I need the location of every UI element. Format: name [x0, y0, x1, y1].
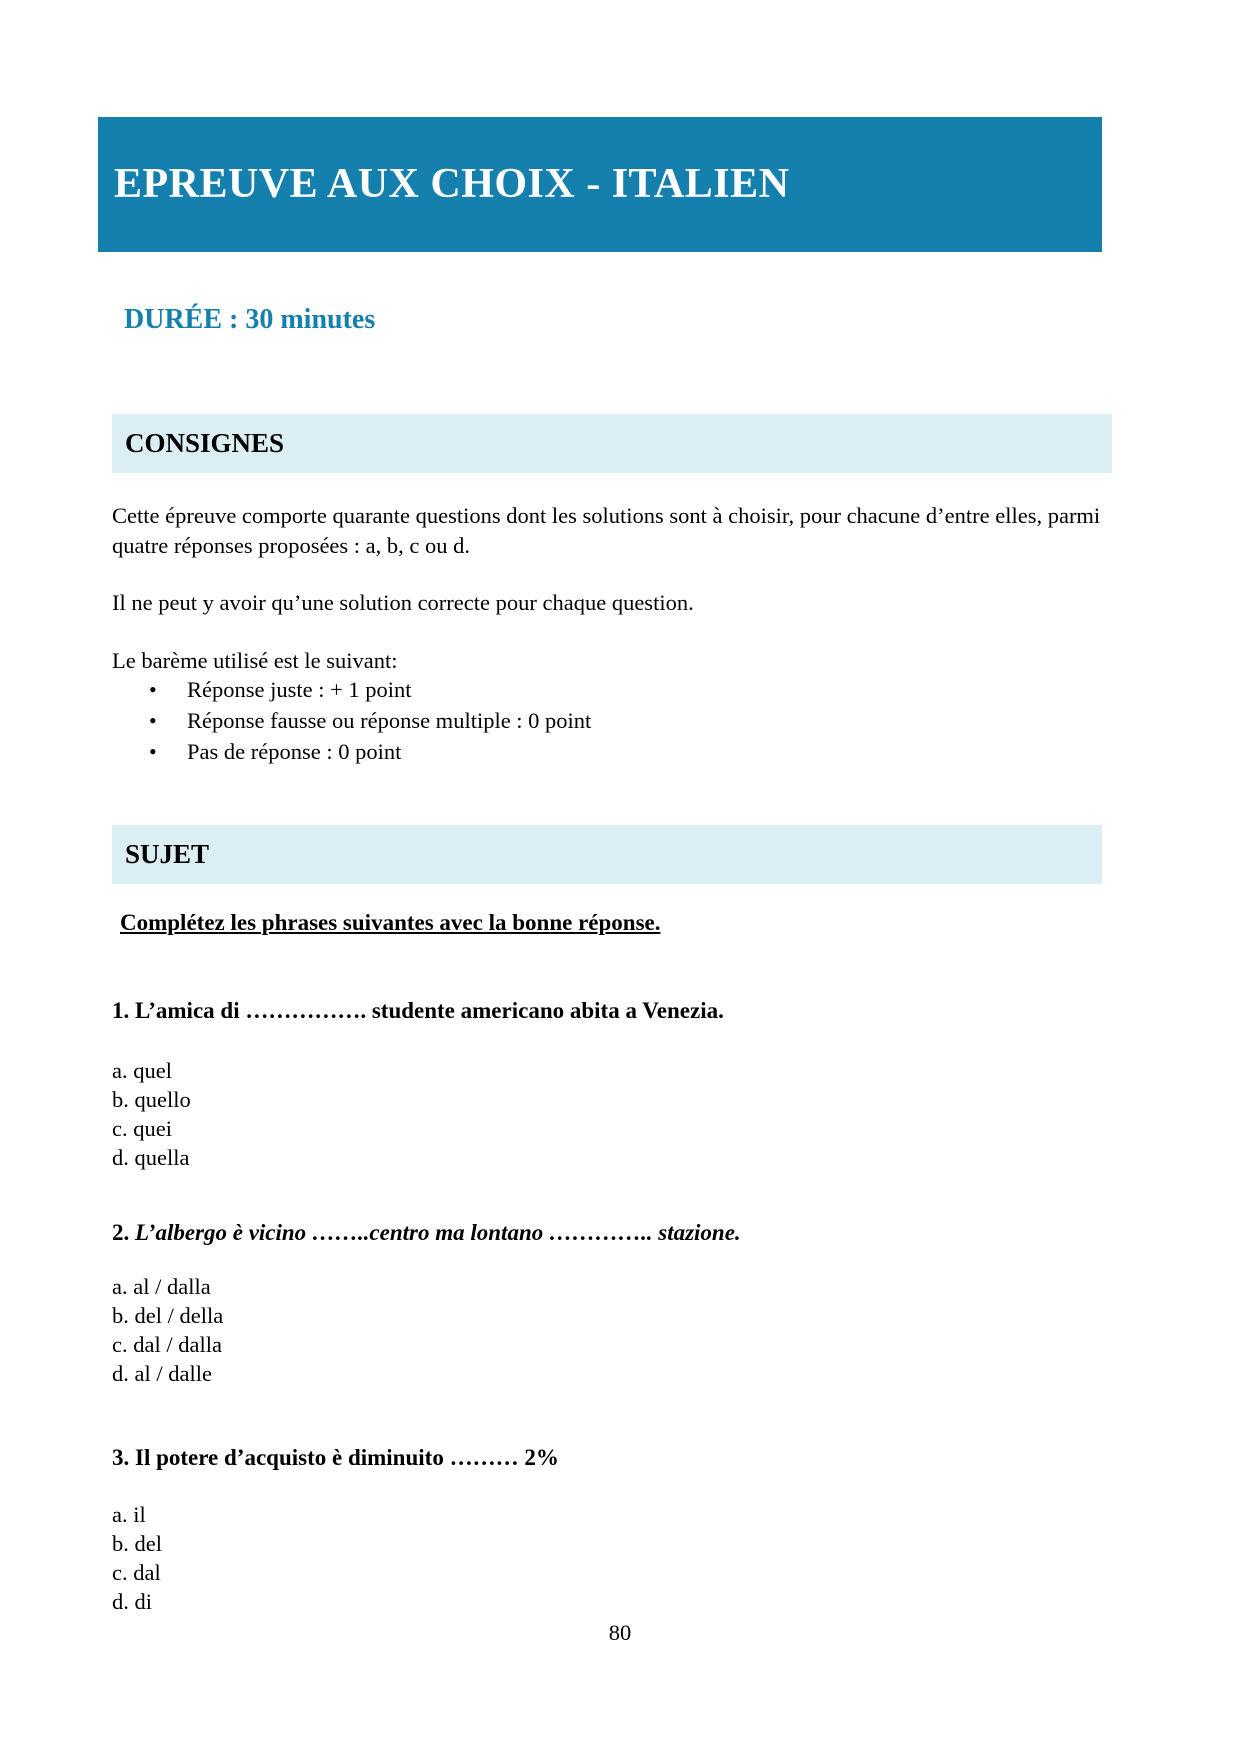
- scale-item: • Pas de réponse : 0 point: [112, 736, 591, 767]
- question-1: [112, 998, 724, 1024]
- question-number: 2.: [112, 1220, 130, 1245]
- option-c: c. dal: [112, 1560, 161, 1585]
- option-b: b. quello: [112, 1087, 191, 1112]
- question-3-options: [112, 1500, 162, 1616]
- question-number: 1.: [112, 998, 130, 1023]
- bullet-icon: •: [149, 708, 157, 733]
- question-text: L’albergo è vicino ……..centro ma lontano ………….. stazione.: [135, 1220, 741, 1245]
- question-text: L’amica di ……………. studente americano abita a Venezia.: [135, 998, 724, 1023]
- consignes-section-bar: [112, 414, 1112, 473]
- option-c: c. quei: [112, 1116, 172, 1141]
- bullet-icon: •: [149, 739, 157, 764]
- duration-label: DURÉE : 30 minutes: [124, 304, 376, 335]
- option-d: d. al / dalle: [112, 1361, 212, 1386]
- question-1-options: [112, 1056, 191, 1172]
- sujet-heading: SUJET: [125, 839, 210, 869]
- consignes-paragraph-1: Cette épreuve comporte quarante questions dont les solutions sont à choisir, pour chacune d’entre elles, parmi quatre réponses proposées : a, b, c ou d.: [112, 503, 1101, 558]
- scale-item: • Réponse fausse ou réponse multiple : 0 point: [112, 705, 591, 736]
- bullet-icon: •: [149, 677, 157, 702]
- scale-list: [112, 674, 591, 767]
- question-2-options: [112, 1272, 223, 1388]
- consignes-paragraph-2: Il ne peut y avoir qu’une solution correcte pour chaque question.: [112, 590, 694, 615]
- question-2: [112, 1220, 741, 1246]
- page-number: 80: [608, 1620, 632, 1645]
- document-title: EPREUVE AUX CHOIX - ITALIEN: [114, 161, 790, 207]
- option-c: c. dal / dalla: [112, 1332, 222, 1357]
- question-3: [112, 1445, 559, 1471]
- option-b: b. del: [112, 1531, 162, 1556]
- exercise-instruction: Complétez les phrases suivantes avec la bonne réponse.: [120, 910, 661, 935]
- question-text: Il potere d’acquisto è diminuito ……… 2%: [135, 1445, 559, 1470]
- question-number: 3.: [112, 1445, 130, 1470]
- option-b: b. del / della: [112, 1303, 224, 1328]
- option-a: a. al / dalla: [112, 1274, 211, 1299]
- option-d: d. di: [112, 1589, 153, 1614]
- scale-item: • Réponse juste : + 1 point: [112, 674, 591, 705]
- title-banner: [98, 117, 1102, 252]
- consignes-heading: CONSIGNES: [125, 428, 285, 458]
- option-a: a. il: [112, 1502, 146, 1527]
- option-a: a. quel: [112, 1058, 172, 1083]
- option-d: d. quella: [112, 1145, 190, 1170]
- scale-intro: Le barème utilisé est le suivant:: [112, 648, 398, 673]
- sujet-section-bar: [112, 825, 1102, 884]
